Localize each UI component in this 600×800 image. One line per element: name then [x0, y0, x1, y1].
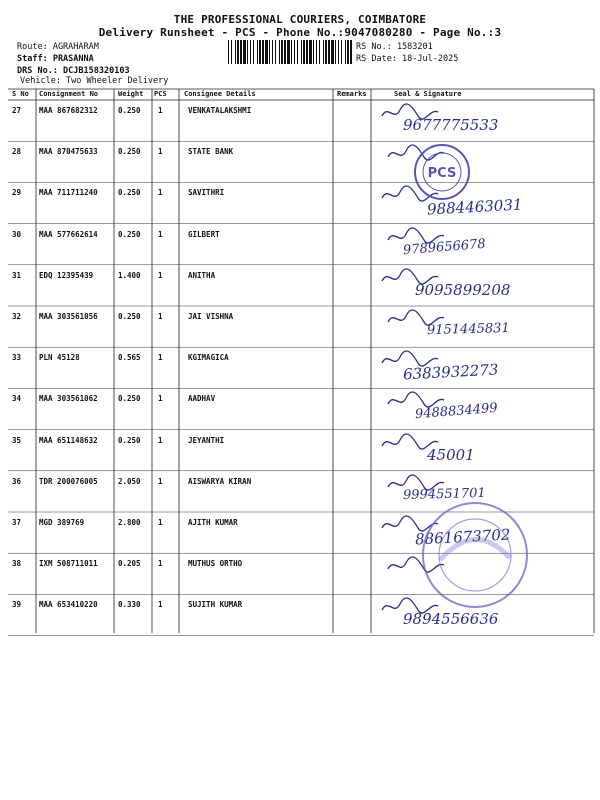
barcode-bar — [316, 40, 317, 64]
barcode-bar — [291, 40, 292, 64]
consignment-cell: TDR 200076005 — [39, 476, 98, 486]
weight-cell: 0.205 — [118, 559, 141, 569]
signature-phone: 8861673702 — [414, 525, 511, 549]
barcode-bar — [331, 40, 334, 64]
vehicle-label: Vehicle: Two Wheeler Delivery — [20, 76, 169, 86]
stamp-seal — [412, 142, 472, 202]
weight-cell: 1.400 — [118, 270, 141, 280]
consignee-cell: ANITHA — [188, 270, 216, 280]
consignee-cell: AISWARYA KIRAN — [188, 476, 252, 486]
rs-date: RS Date: 18-Jul-2025 — [356, 54, 459, 64]
weight-cell: 0.250 — [118, 106, 141, 115]
weight-cell: 2.050 — [118, 476, 141, 486]
barcode-bar — [309, 40, 312, 64]
barcode-bar — [294, 40, 295, 64]
table-row — [8, 265, 594, 306]
table-row — [8, 306, 594, 347]
barcode-bar — [275, 40, 276, 64]
table-row — [8, 224, 594, 265]
col-remarks: Remarks — [337, 90, 367, 98]
barcode-bar — [281, 40, 283, 64]
weight-cell: 0.250 — [118, 312, 141, 321]
signature-scribble — [386, 390, 446, 412]
consignment-cell: EDQ 12395439 — [39, 270, 94, 280]
staff-label: Staff: PRASANNA — [17, 54, 94, 64]
signature-phone: 9095899208 — [415, 280, 511, 299]
sno-cell: 30 — [12, 229, 22, 239]
signature-scribble — [386, 308, 446, 330]
weight-cell: 0.250 — [118, 394, 141, 404]
consignee-cell: SAVITHRI — [188, 188, 225, 198]
barcode-bar — [257, 40, 258, 64]
consignee-cell: AADHAV — [188, 394, 216, 404]
signature-scribble — [386, 473, 446, 495]
barcode-bar — [250, 40, 251, 64]
barcode-bar — [240, 40, 242, 64]
barcode-bar — [338, 40, 339, 64]
barcode-bar — [323, 40, 324, 64]
barcode-bar — [301, 40, 302, 64]
table-header — [8, 90, 594, 100]
consignment-cell: PLN 45128 — [39, 353, 80, 363]
signature-scribble — [380, 349, 440, 371]
weight-cell: 0.330 — [118, 600, 141, 610]
signature-scribble — [380, 432, 440, 454]
consignment-cell: MAA 653410220 — [39, 600, 98, 610]
signature-phone: 6383932273 — [402, 360, 499, 384]
barcode-bar — [287, 40, 290, 64]
sno-cell: 28 — [12, 147, 22, 157]
sno-cell: 38 — [12, 559, 22, 569]
table-row — [8, 141, 594, 182]
consignment-cell: MAA 867682312 — [39, 106, 98, 115]
pcs-cell: 1 — [158, 106, 163, 115]
barcode-bar — [253, 40, 254, 64]
stamp-text: PCS — [427, 166, 457, 181]
signature-phone: 9884463031 — [426, 195, 523, 219]
consignee-cell: VENKATALAKSHMI — [188, 106, 252, 115]
consignee-cell: STATE BANK — [188, 147, 234, 157]
barcode-bar — [328, 40, 330, 64]
runsheet-subtitle: Delivery Runsheet - PCS - Phone No.:9047080280 - Page No.:3 — [98, 26, 502, 39]
barcode-bar — [303, 40, 305, 64]
rs-number: RS No.: 1583201 — [356, 42, 433, 52]
sno-cell: 37 — [12, 518, 22, 527]
sno-cell: 27 — [12, 106, 22, 115]
weight-cell: 2.800 — [118, 518, 141, 527]
drs-label: DRS No.: DCJB158320103 — [17, 66, 130, 76]
pcs-cell: 1 — [158, 147, 163, 157]
route-label: Route: AGRAHARAM — [17, 42, 99, 52]
consignee-cell: KGIMAGICA — [188, 353, 229, 363]
barcode-bar — [265, 40, 268, 64]
signature-phone: 9894556636 — [403, 610, 499, 629]
consignee-cell: JAI VISHNA — [188, 312, 234, 321]
consignee-cell: MUTHUS ORTHO — [188, 559, 243, 569]
consignment-cell: MGD 389769 — [39, 518, 85, 527]
pcs-cell: 1 — [158, 312, 163, 321]
table-row — [8, 100, 594, 141]
pcs-cell: 1 — [158, 229, 163, 239]
signature-phone: 45001 — [427, 445, 475, 464]
signature-phone: 9994551701 — [402, 485, 486, 503]
pcs-cell: 1 — [158, 188, 163, 198]
table-row — [8, 388, 594, 429]
sno-cell: 36 — [12, 476, 22, 486]
large-stamp-seal — [420, 500, 530, 610]
table-row — [8, 347, 594, 388]
sno-cell: 33 — [12, 353, 22, 363]
sno-cell: 29 — [12, 188, 22, 198]
barcode-bar — [269, 40, 270, 64]
col-consignment: Consignment No — [39, 90, 99, 98]
consignment-cell: MAA 577662614 — [39, 229, 98, 239]
barcode-bar — [243, 40, 246, 64]
consignment-cell: IXM 508711011 — [39, 559, 98, 569]
col-signature: Seal & Signature — [394, 90, 462, 98]
barcode-bar — [347, 40, 349, 64]
consignee-cell: AJITH KUMAR — [188, 518, 238, 527]
sno-cell: 34 — [12, 394, 22, 404]
weight-cell: 0.250 — [118, 188, 141, 198]
weight-cell: 0.250 — [118, 229, 141, 239]
sno-cell: 39 — [12, 600, 22, 610]
consignment-cell: MAA 303561062 — [39, 394, 98, 404]
company-title: THE PROFESSIONAL COURIERS, COIMBATORE — [173, 13, 427, 26]
col-weight: Weight — [118, 90, 144, 98]
signature-scribble — [386, 226, 446, 248]
sno-cell: 32 — [12, 312, 22, 321]
signature-phone: 9488834499 — [414, 401, 499, 423]
col-sno: S No — [12, 90, 29, 98]
table-row — [8, 182, 594, 223]
pcs-cell: 1 — [158, 559, 163, 569]
barcode-bar — [235, 40, 236, 64]
barcode-bar — [247, 40, 248, 64]
weight-cell: 0.565 — [118, 353, 141, 363]
barcode-bar — [279, 40, 280, 64]
barcode-bar — [313, 40, 314, 64]
col-consignee: Consignee Details — [184, 90, 256, 98]
pcs-cell: 1 — [158, 518, 163, 527]
consignment-cell: MAA 870475633 — [39, 147, 98, 157]
pcs-cell: 1 — [158, 600, 163, 610]
pcs-cell: 1 — [158, 435, 163, 445]
barcode-bar — [284, 40, 286, 64]
consignee-cell: GILBERT — [188, 229, 220, 239]
signature-phone: 9677775533 — [403, 116, 499, 134]
pcs-cell: 1 — [158, 394, 163, 404]
consignee-cell: SUJITH KUMAR — [188, 600, 243, 610]
consignment-cell: MAA 651148632 — [39, 435, 98, 445]
barcode-bar — [306, 40, 308, 64]
signature-phone: 9789656678 — [402, 236, 487, 258]
barcode-bar — [231, 40, 232, 64]
sno-cell: 31 — [12, 270, 22, 280]
sno-cell: 35 — [12, 435, 22, 445]
barcode-bar — [228, 40, 229, 64]
pcs-cell: 1 — [158, 353, 163, 363]
barcode-bar — [272, 40, 273, 64]
barcode-bar — [259, 40, 261, 64]
barcode-bar — [297, 40, 298, 64]
table-row — [8, 430, 594, 471]
signature-scribble — [380, 102, 440, 124]
pcs-cell: 1 — [158, 270, 163, 280]
barcode-bar — [319, 40, 320, 64]
barcode-bar — [341, 40, 342, 64]
weight-cell: 0.250 — [118, 147, 141, 157]
barcode-bar — [237, 40, 239, 64]
barcode-bar — [325, 40, 327, 64]
consignee-cell: JEYANTHI — [188, 435, 225, 445]
barcode-bar — [335, 40, 336, 64]
barcode-bar — [345, 40, 346, 64]
barcode-bar — [350, 40, 352, 64]
consignment-cell: MAA 711711240 — [39, 188, 98, 198]
signature-scribble — [380, 267, 440, 289]
pcs-cell: 1 — [158, 476, 163, 486]
consignment-cell: MAA 303561056 — [39, 312, 98, 321]
barcode-bar — [262, 40, 264, 64]
weight-cell: 0.250 — [118, 435, 141, 445]
barcode-image — [228, 40, 352, 64]
signature-phone: 9151445831 — [426, 320, 510, 339]
col-pcs: PCS — [154, 90, 167, 98]
